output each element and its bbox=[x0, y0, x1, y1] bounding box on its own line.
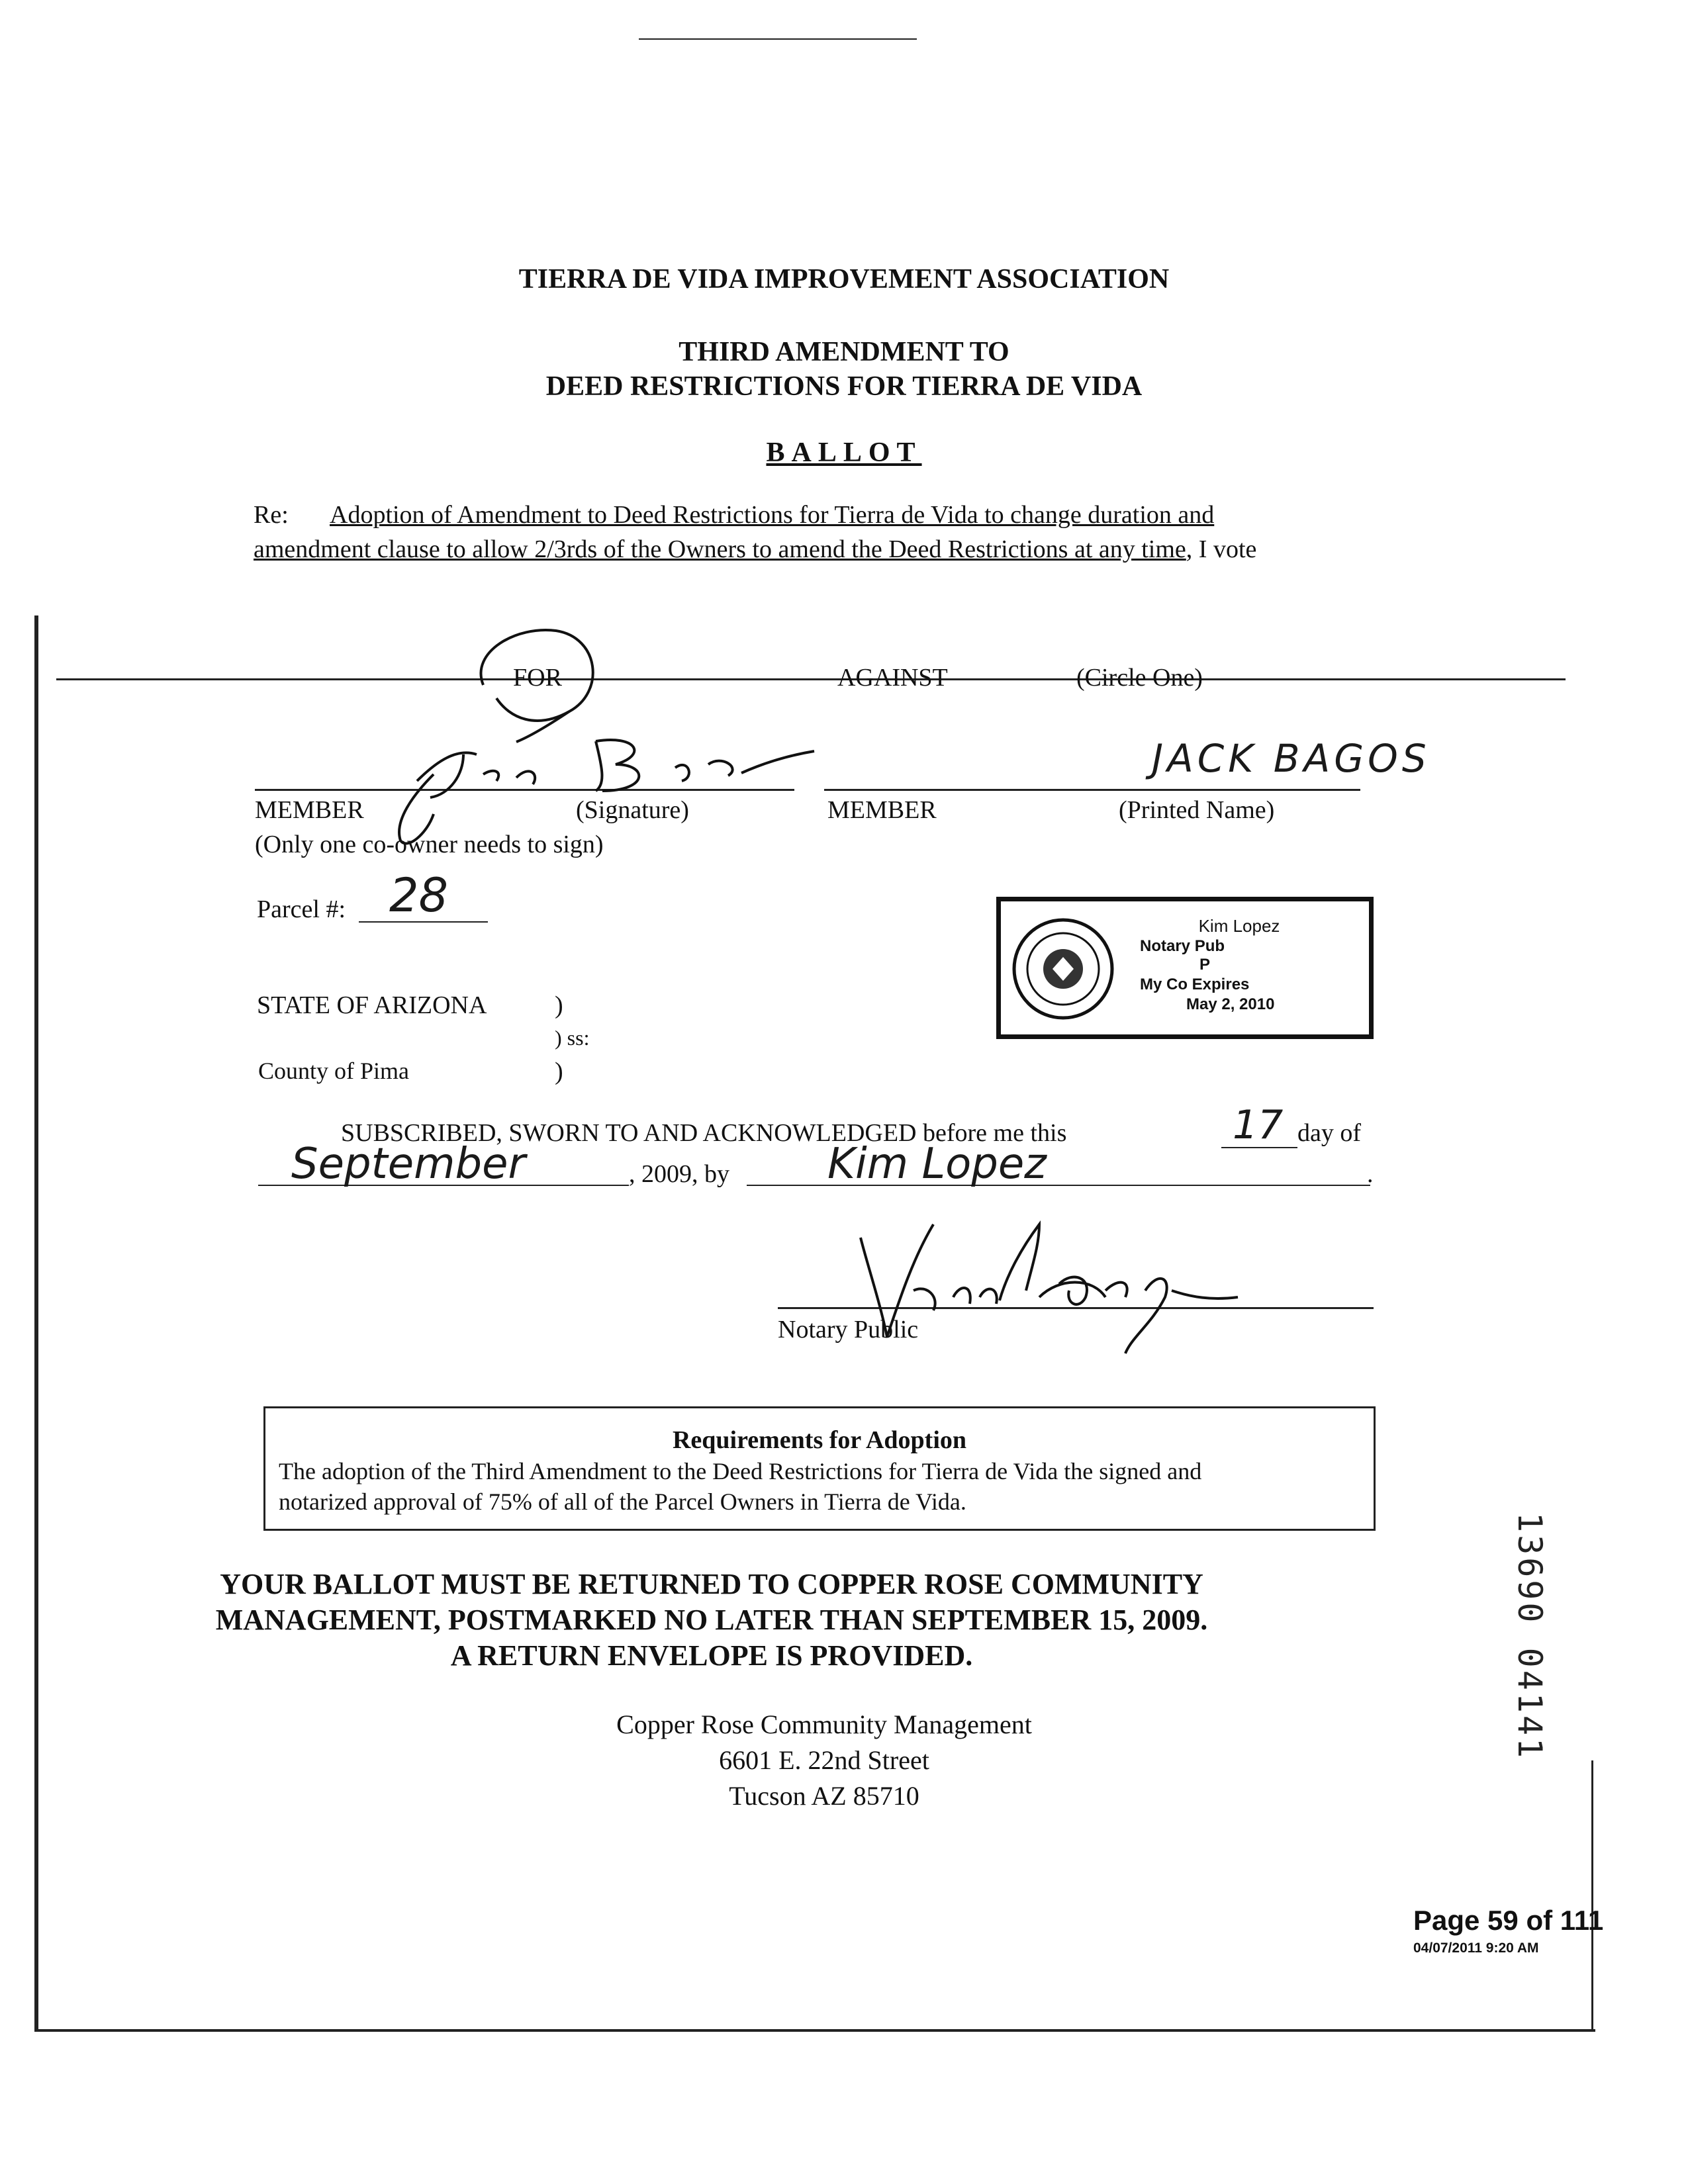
venue-county: County of Pima bbox=[258, 1058, 410, 1084]
requirements-line2: notarized approval of 75% of all of the Parcel Owners in Tierra de Vida. bbox=[279, 1488, 966, 1515]
page-timestamp: 04/07/2011 9:20 AM bbox=[1413, 1940, 1539, 1956]
venue-paren-2: ) bbox=[555, 1058, 563, 1085]
venue-paren-1: ) bbox=[555, 991, 563, 1019]
re-vote: , I vote bbox=[1186, 535, 1257, 563]
re-label: Re: bbox=[254, 501, 289, 529]
org-name: TIERRA DE VIDA IMPROVEMENT ASSOCIATION bbox=[518, 264, 1170, 295]
member-label-2: MEMBER bbox=[827, 796, 937, 824]
page-number: Page 59 of 111 bbox=[1413, 1905, 1604, 1936]
requirements-box bbox=[263, 1406, 1376, 1531]
title-line2: DEED RESTRICTIONS FOR TIERRA DE VIDA bbox=[545, 371, 1143, 402]
notary-seal-icon bbox=[1010, 916, 1116, 1022]
re-line2: amendment clause to allow 2/3rds of the Owners to amend the Deed Restrictions at any time bbox=[254, 535, 1186, 563]
venue-state: STATE OF ARIZONA bbox=[257, 991, 487, 1019]
year-by: , 2009, by bbox=[629, 1160, 729, 1188]
side-number: 13690 04141 bbox=[1511, 1512, 1549, 1761]
address-name: Copper Rose Community Management bbox=[616, 1709, 1032, 1739]
by-value: Kim Lopez bbox=[827, 1140, 1047, 1189]
vote-against: AGAINST bbox=[837, 664, 948, 692]
re-line2-wrap bbox=[254, 535, 1256, 564]
notice-line1: YOUR BALLOT MUST BE RETURNED TO COPPER ROSE COMMUNITY bbox=[220, 1568, 1203, 1600]
vote-for: FOR bbox=[513, 664, 562, 692]
printed-name-label: (Printed Name) bbox=[1119, 796, 1275, 824]
requirements-title: Requirements for Adoption bbox=[672, 1426, 967, 1454]
re-line1: Adoption of Amendment to Deed Restrictions for Tierra de Vida to change duration and bbox=[330, 501, 1215, 529]
venue-ss: ) ss: bbox=[555, 1026, 590, 1050]
notice-line2: MANAGEMENT, POSTMARKED NO LATER THAN SEPTEMBER 15, 2009. bbox=[215, 1604, 1208, 1636]
notary-stamp bbox=[996, 897, 1374, 1039]
member-label-1: MEMBER bbox=[255, 796, 364, 824]
title-line1: THIRD AMENDMENT TO bbox=[679, 337, 1009, 367]
parcel-value: 28 bbox=[389, 868, 449, 923]
jurat-period: . bbox=[1367, 1160, 1374, 1188]
day-of: day of bbox=[1297, 1119, 1362, 1147]
address-city: Tucson AZ 85710 bbox=[729, 1781, 919, 1811]
signature-label: (Signature) bbox=[576, 796, 689, 824]
jurat-line1: SUBSCRIBED, SWORN TO AND ACKNOWLEDGED before me this bbox=[341, 1119, 1067, 1147]
requirements-line1: The adoption of the Third Amendment to the Deed Restrictions for Tierra de Vida the signed and bbox=[279, 1458, 1202, 1484]
month-value: September bbox=[291, 1140, 526, 1189]
stamp-line4: My Co Expires bbox=[1140, 976, 1250, 993]
stamp-expires: May 2, 2010 bbox=[1186, 995, 1275, 1013]
stamp-line2: Notary Pub bbox=[1140, 937, 1225, 955]
circle-one: (Circle One) bbox=[1076, 664, 1203, 692]
parcel-label: Parcel #: bbox=[257, 895, 346, 923]
day-value: 17 bbox=[1233, 1102, 1284, 1148]
printed-name-line bbox=[824, 789, 1360, 791]
notary-label: Notary Public bbox=[778, 1316, 919, 1343]
one-coowner-note: (Only one co-owner needs to sign) bbox=[255, 831, 604, 858]
scan-bottom-border bbox=[38, 2029, 1595, 2032]
vote-circle-mark bbox=[457, 619, 616, 745]
stamp-line3: P bbox=[1199, 956, 1211, 974]
printed-name-value: JACK BAGOS bbox=[1152, 736, 1430, 781]
scan-left-border bbox=[34, 615, 38, 2032]
ballot-label: BALLOT bbox=[766, 437, 922, 468]
vote-strike-line bbox=[56, 678, 1566, 680]
address-street: 6601 E. 22nd Street bbox=[719, 1745, 929, 1775]
stamp-name: Kim Lopez bbox=[1198, 916, 1280, 936]
scan-top-line bbox=[639, 38, 917, 40]
notice-line3: A RETURN ENVELOPE IS PROVIDED. bbox=[450, 1639, 973, 1672]
